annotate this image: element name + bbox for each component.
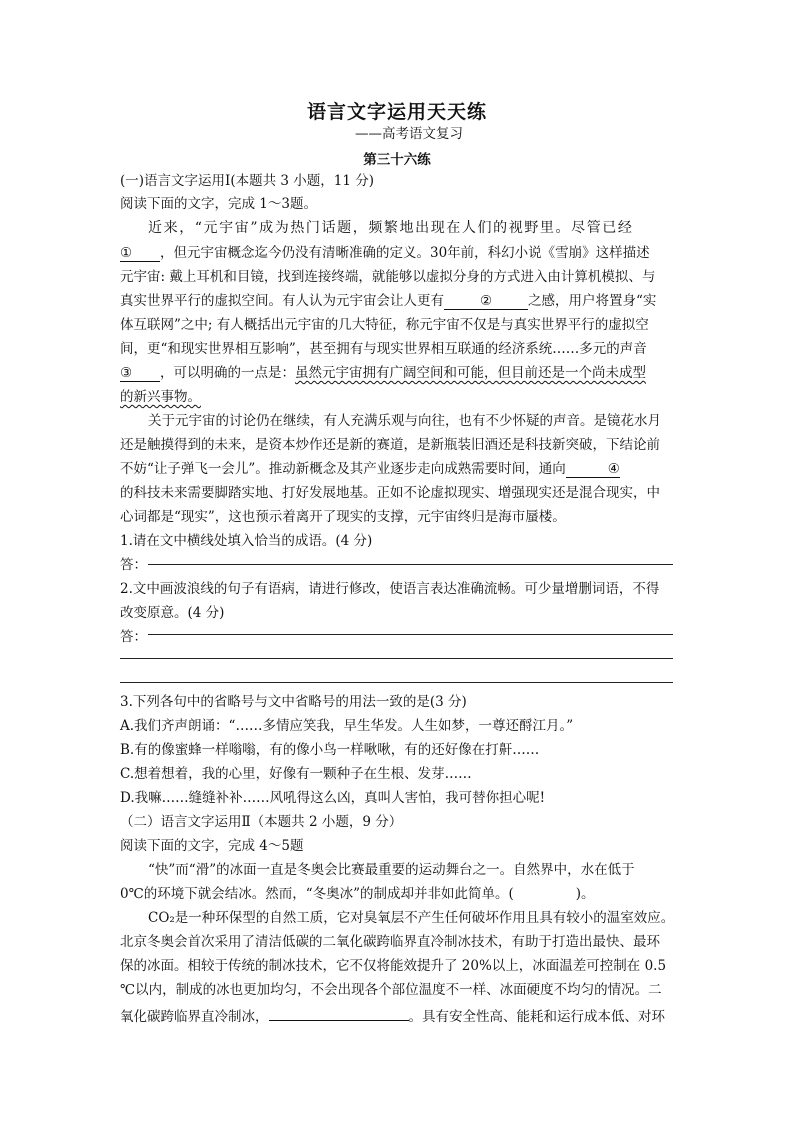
p2-line4: 的科技未来需要脚踏实地、打好发展地基。正如不论虚拟现实、增强现实还是混合现实，中	[120, 485, 660, 501]
blank-3: ③	[120, 366, 160, 382]
blank-4: ④	[566, 462, 620, 478]
blank-1: ①	[120, 246, 160, 262]
p2-line3-pre: 不妨“让子弹飞一会儿”。推动新概念及其产业逐步走向成熟需要时间，通向	[120, 461, 566, 477]
part2-p2-line5-pre: 氧化碳跨临界直冷制冰，	[120, 1009, 269, 1025]
p1-line8	[120, 388, 201, 406]
wavy-sentence-part2: 的新兴事物。	[120, 389, 201, 405]
question-3: 3.下列各句中的省略号与文中省略号的用法一致的是(3 分)	[120, 694, 467, 710]
part2-p1-line2-text: 0℃的环境下就会结冰。然而，“冬奥冰”的制成却并非如此简单。(	[120, 886, 514, 902]
part1-heading: (一)语言文字运用Ⅰ(本题共 3 小题，11 分)	[120, 173, 375, 189]
p1-line5: 体互联网”之中; 有人概括出元宇宙的几大特征，称元宇宙不仅是与真实世界平行的虚拟空	[120, 317, 649, 333]
p1-line6: 间，更“和现实世界相互影响”，甚至拥有与现实世界相互联通的经济系统……多元的声音	[120, 341, 647, 357]
p2-line2: 还是触摸得到的未来，是资本炒作还是新的赛道，是新瓶装旧酒还是科技新突破，下结论前	[120, 437, 660, 453]
part1-instruction: 阅读下面的文字，完成 1～3题。	[120, 196, 317, 212]
part2-p2-line5	[120, 1005, 665, 1026]
option-c: C.想着想着，我的心里，好像有一颗种子在生根、发芽……	[120, 766, 472, 782]
p1-line2	[120, 244, 650, 262]
part2-p2-line3: 保的冰面。相较于传统的制冰技术，它不仅将能效提升了 20%以上，冰面温差可控制在 0.5	[120, 958, 667, 974]
question-1: 1.请在文中横线处填入恰当的成语。(4 分)	[120, 533, 373, 549]
part2-heading: （二）语言文字运用Ⅱ（本题共 2 小题，9 分）	[120, 814, 403, 830]
p1-line7	[120, 364, 646, 382]
exercise-number: 第三十六练	[363, 152, 431, 168]
p2-line5: 心词都是“现实”，这也预示着离开了现实的支撑，元宇宙终归是海市蜃楼。	[120, 509, 566, 525]
answer-line-q2-2[interactable]	[120, 658, 673, 659]
question-2-line2: 改变原意。(4 分)	[120, 605, 225, 621]
option-d: D.我嘛……缝缝补补……风吼得这么凶，真叫人害怕，我可替你担心呢!	[120, 790, 546, 806]
answer-label-q1: 答：	[120, 557, 147, 573]
part2-p2-line4: ℃以内，制成的冰也更加均匀，不会出现各个部位温度不一样、冰面硬度不均匀的情况。二	[120, 982, 662, 998]
part2-p2-line2: 北京冬奥会首次采用了清洁低碳的二氧化碳跨临界直冷制冰技术，有助于打造出最快、最环	[120, 934, 660, 950]
answer-label-q2: 答：	[120, 629, 147, 645]
p1-line3: 元宇宙: 戴上耳机和目镜，找到连接终端，就能够以虚拟分身的方式进入由计算机模拟、与	[120, 269, 656, 285]
part2-p2-line5-post: 。具有安全性高、能耗和运行成本低、对环	[408, 1009, 665, 1025]
document-title: 语言文字运用天天练	[306, 101, 487, 123]
option-b: B.有的像蜜蜂一样嗡嗡，有的像小鸟一样啾啾，有的还好像在打鼾……	[120, 742, 540, 758]
part2-p2-line1: CO₂是一种环保型的自然工质，它对臭氧层不产生任何破坏作用且具有较小的温室效应。	[148, 910, 675, 926]
answer-line-q1[interactable]	[148, 564, 673, 565]
wavy-sentence-part1: 虽然元宇宙拥有广阔空间和可能，但目前还是一个尚未成型	[295, 365, 646, 381]
blank-2: ②	[444, 294, 528, 310]
p1-line7-mid: ，可以明确的一点是：	[160, 365, 295, 381]
p1-line2-text: ，但元宇宙概念迄今仍没有清晰准确的定义。30年前，科幻小说《雪崩》这样描述	[160, 245, 650, 261]
answer-line-q2-3[interactable]	[120, 682, 673, 683]
part2-instruction: 阅读下面的文字，完成 4～5题	[120, 838, 304, 854]
p1-line4	[120, 292, 656, 310]
part2-p1-line2	[120, 885, 595, 903]
p2-line3	[120, 460, 620, 478]
document-subtitle: ——高考语文复习	[355, 126, 463, 142]
part2-p1-line2-end: )。	[575, 886, 595, 902]
p1-line1: 近来，“元宇宙”成为热门话题，频繁地出现在人们的视野里。尽管已经	[148, 220, 634, 236]
p1-line4-pre: 真实世界平行的虚拟空间。有人认为元宇宙会让人更有	[120, 293, 444, 309]
p2-line1: 关于元宇宙的讨论仍在继续，有人充满乐观与向往，也有不少怀疑的声音。是镜花水月	[148, 413, 661, 429]
option-a: A.我们齐声朗诵：“……多情应笑我，早生华发。人生如梦，一尊还酹江月。”	[120, 718, 574, 734]
blank-fill-in[interactable]	[269, 1005, 409, 1021]
question-2-line1: 2.文中画波浪线的句子有语病，请进行修改，使语言表达准确流畅。可少量增删词语，不得	[120, 581, 660, 597]
p1-line4-post: 之感，用户将置身“实	[528, 293, 657, 309]
answer-line-q2-1[interactable]	[148, 634, 673, 635]
part2-p1-line1: “快”而“滑”的冰面一直是冬奥会比赛最重要的运动舞台之一。自然界中，水在低于	[148, 862, 635, 878]
